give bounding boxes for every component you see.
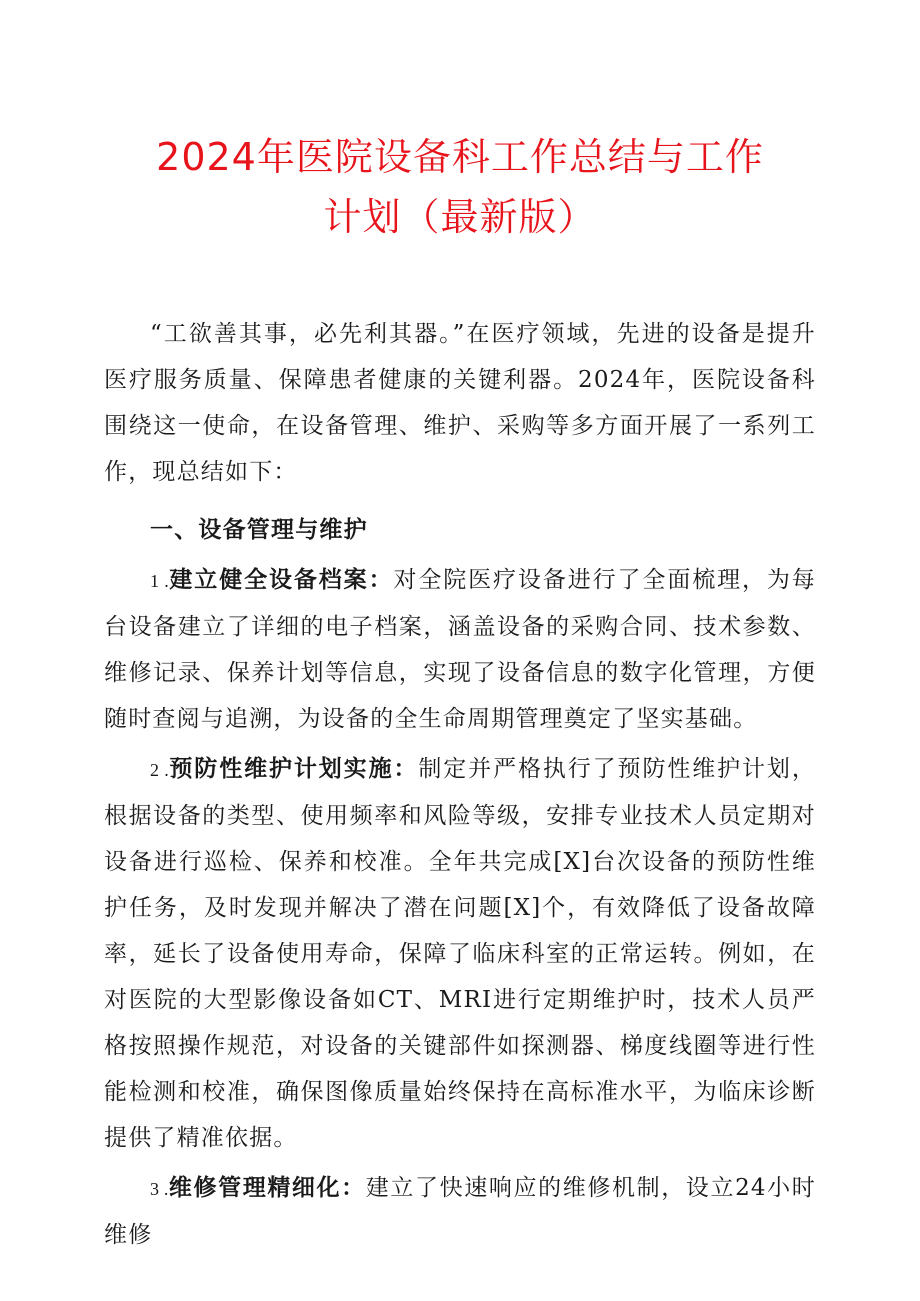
document-body	[104, 311, 816, 1258]
list-item	[104, 557, 816, 742]
item-text: 建立了快速响应的维修机制，设立24小时维修	[104, 1175, 816, 1248]
item-title: 维修管理精细化：	[168, 1174, 366, 1201]
document-title-line1: 2024年医院设备科工作总结与工作	[156, 135, 764, 179]
section-heading: 一、设备管理与维护	[150, 516, 368, 543]
item-title: 建立健全设备档案：	[168, 566, 394, 593]
item-text: 制定并严格执行了预防性维护计划，根据设备的类型、使用频率和风险等级，安排专业技术人员定期对设备进行巡检、保养和校准。全年共完成[X]台次设备的预防性维护任务，及时发现并解决了潜在问题[X]个，有效降低了设备故障率，延长了设备使用寿命，保障了临床科室的正常运转。例如，在对医院的大型影像设备如CT、MRI进行定期维护时，技术人员严格按照操作规范，对设备的关键部件如探测器、梯度线圈等进行性能检测和校准，确保图像质量始终保持在高标准水平，为临床诊断提供了精准依据。	[104, 756, 817, 1151]
list-item	[104, 746, 816, 1161]
item-number: 2 .	[150, 760, 169, 780]
item-number: 1 .	[150, 571, 169, 591]
item-title: 预防性维护计划实施：	[168, 755, 419, 782]
item-number: 3 .	[150, 1179, 169, 1199]
document-title-line2: 计划（最新版）	[323, 195, 597, 239]
list-item	[104, 1165, 816, 1258]
intro-paragraph: “工欲善其事，必先利其器。”在医疗领域，先进的设备是提升医疗服务质量、保障患者健康的关键利器。2024年，医院设备科围绕这一使命，在设备管理、维护、采购等多方面开展了一系列工作，现总结如下：	[104, 321, 816, 485]
item-text: 对全院医疗设备进行了全面梳理，为每台设备建立了详细的电子档案，涵盖设备的采购合同、技术参数、维修记录、保养计划等信息，实现了设备信息的数字化管理，方便随时查阅与追溯，为设备的全生命周期管理奠定了坚实基础。	[104, 567, 816, 732]
